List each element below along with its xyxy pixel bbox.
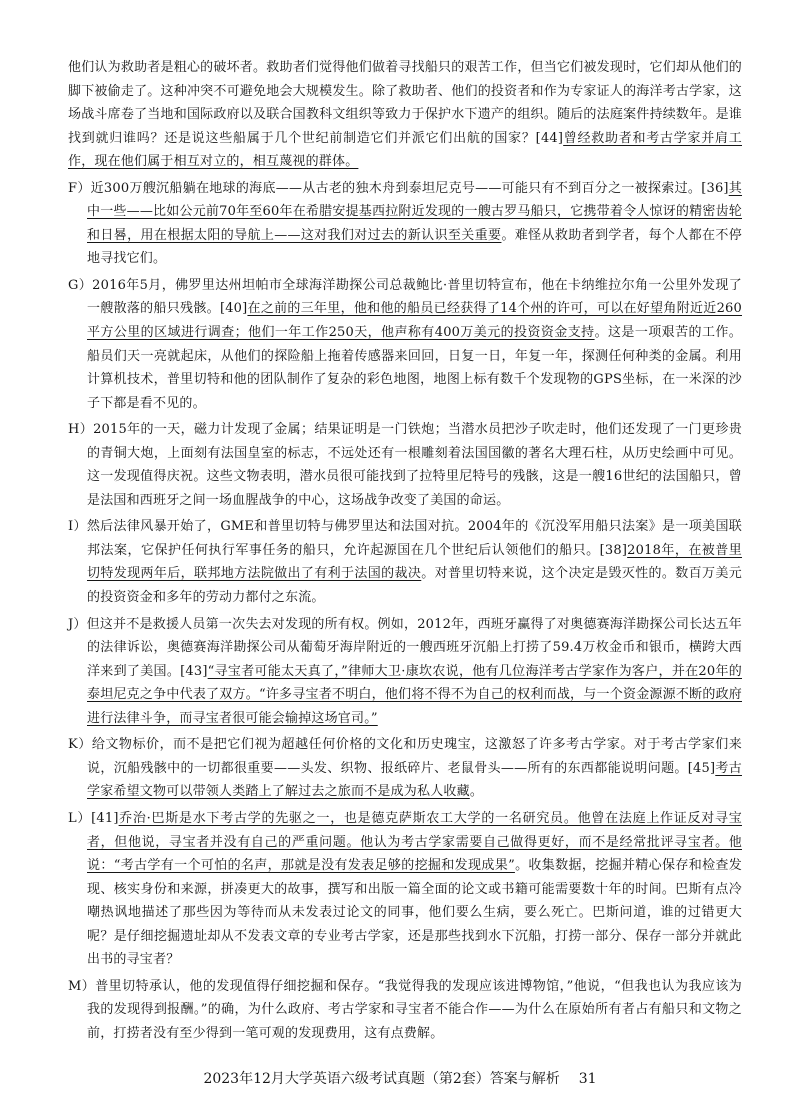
page-footer bbox=[0, 1068, 800, 1088]
paragraph-H bbox=[68, 418, 742, 512]
underlined-answer-sentence: “寻宝者可能太天真了，”律师大卫·康坎农说，他有几位海洋考古学家作为客户，并在20年的泰坦尼克之争中代表了双方。“许多寻宝者不明白，他们将不得不为自己的权利而战，与一个资金源源不断的政府进行法律斗争，而寻宝者很可能会输掉这场官司。” bbox=[87, 663, 742, 726]
paragraph-text: 。收集数据，挖掘并精心保存和检查发现、核实身份和来源，拼凑更大的故事，撰写和出版一篇全面的论文或书籍可能需要数十年的时间。巴斯有点冷嘲热讽地描述了那些因为等待而从未发表过论文的同事，他们要么生病，要么死亡。巴斯问道，谁的过错更大呢？是仔细挖掘遗址却从不发表文章的专业考古学家，还是那些找到水下沉船，打捞一部分、保存一部分并就此出书的寻宝者？ bbox=[87, 858, 742, 968]
paragraph-J bbox=[68, 613, 742, 731]
footer-title: 2023年12月大学英语六级考试真题（第2套）答案与解析 bbox=[203, 1071, 560, 1087]
paragraph-text: F）近300万艘沉船躺在地球的海底——从古老的独木舟到泰坦尼克号——可能只有不到百分之一被探索过。[36] bbox=[68, 180, 729, 196]
paragraph-F bbox=[68, 177, 742, 271]
underlined-answer-sentence: 2018年，在被普里切特发现两年后，联邦地方法院做出了有利于法国的裁决 bbox=[87, 542, 742, 582]
paragraph-text: J）但这并不是救援人员第一次失去对发现的所有权。例如，2012年，西班牙赢得了对奥德赛海洋勘探公司长达五年的法律诉讼，奥德赛海洋勘探公司从葡萄牙海岸附近的一艘西班牙沉船上打捞了59.4万枚金币和银币，横跨大西洋来到了美国。[43] bbox=[68, 616, 742, 679]
passage-body bbox=[68, 56, 742, 1045]
paragraph-text: L）[41] bbox=[68, 810, 119, 826]
underlined-answer-sentence: 曾经救助者和考古学家并肩工作，现在他们属于相互对立的，相互蔑视的群体。 bbox=[68, 130, 742, 170]
page-number: 31 bbox=[578, 1071, 597, 1087]
paragraph-text: H）2015年的一天，磁力计发现了金属；结果证明是一门铁炮；当潜水员把沙子吹走时，他们还发现了一门更珍贵的青铜大炮，上面刻有法国皇室的标志，不远处还有一根雕刻着法国国徽的著名大理石柱，从历史绘画中可见。这一发现值得庆祝。这些文物表明，潜水员很可能找到了拉特里尼特号的残骸，这是一艘16世纪的法国船只，曾是法国和西班牙之间一场血腥战争的中心，这场战争改变了美国的命运。 bbox=[68, 422, 742, 508]
paragraph-text: G）2016年5月，佛罗里达州坦帕市全球海洋勘探公司总裁鲍比·普里切特宣布，他在卡纳维拉尔角一公里外发现了一艘散落的船只残骸。[40] bbox=[68, 277, 742, 317]
paragraph-text: K）给文物标价，而不是把它们视为超越任何价格的文化和历史瑰宝，这激怒了许多考古学家。对于考古学家们来说，沉船残骸中的一切都很重要——头发、织物、报纸碎片、老鼠骨头——所有的东西都能说明问题。[45] bbox=[68, 737, 742, 776]
paragraph-text: 。对普里切特来说，这个决定是毁灭性的。数百万美元的投资资金和多年的劳动力都付之东流。 bbox=[87, 566, 742, 606]
paragraph-L bbox=[68, 807, 742, 972]
paragraph-text: I）然后法律风暴开始了，GME和普里切特与佛罗里达和法国对抗。2004年的《沉没军用船只法案》是一项美国联邦法案，它保护任何执行军事任务的船只，允许起源国在几个世纪后认领他们的船只。[38] bbox=[68, 519, 742, 558]
paragraph-K bbox=[68, 733, 742, 804]
paragraph-text: 。难怪从救助者到学者，每个人都在不停地寻找它们。 bbox=[87, 227, 742, 267]
paragraph-text: 他们认为救助者是粗心的破坏者。救助者们觉得他们做着寻找船只的艰苦工作，但当它们被发现时，它们却从他们的脚下被偷走了。这种冲突不可避免地会大规模发生。除了救助者、他们的投资者和作为专家证人的海洋考古学家，这场战斗席卷了当地和国际政府以及联合国教科文组织等致力于保护水下遗产的组织。随后的法庭案件持续数年。是谁找到就归谁吗？还是说这些船属于几个世纪前制造它们并派它们出航的国家？[44] bbox=[68, 60, 742, 146]
paragraph-text: M）普里切特承认，他的发现值得仔细挖掘和保存。“我觉得我的发现应该进博物馆，”他说，“但我也认为我应该为我的发现得到报酬。”的确，为什么政府、考古学家和寻宝者不能合作——为什么在原始所有者占有船只和文物之前，打捞者没有至少得到一笔可观的发现费用，这有点费解。 bbox=[68, 978, 742, 1041]
underlined-answer-sentence: 乔治·巴斯是水下考古学的先驱之一，也是德克萨斯农工大学的一名研究员。他曾在法庭上作证反对寻宝者，但他说，寻宝者并没有自己的严重问题。他认为考古学家需要自己做得更好，而不是经常批评寻宝者。他说：“考古学有一个可怕的名声，那就是没有发表足够的挖掘和发现成果” bbox=[87, 810, 742, 874]
underlined-answer-sentence: 在之前的三年里，他和他的船员已经获得了14个州的许可，可以在好望角附近近260平方公里的区域进行调查；他们一年工作250天，他声称有400万美元的投资资金支持 bbox=[87, 301, 742, 341]
underlined-answer-sentence: 考古学家希望文物可以带领人类踏上了解过去之旅而不是成为私人收藏 bbox=[87, 760, 742, 800]
paragraph-M bbox=[68, 975, 742, 1046]
paragraph-text: 。这是一项艰苦的工作。船员们天一亮就起床，从他们的探险船上拖着传感器来回回，日复一日，年复一年，探测任何种类的金属。利用计算机技术，普里切特和他的团队制作了复杂的彩色地图，地图上标有数千个发现物的GPS坐标，在一米深的沙子下都是看不见的。 bbox=[87, 325, 742, 411]
paragraph-G bbox=[68, 274, 742, 415]
paragraph-intro bbox=[68, 56, 742, 174]
underlined-answer-sentence: 其中一些——比如公元前70年至60年在希腊安提基西拉附近发现的一艘古罗马船只，它携带着令人惊讶的精密齿轮和日晷，用在根据太阳的导航上——这对我们对过去的新认识至关重要 bbox=[87, 180, 743, 243]
paragraph-text: 。 bbox=[469, 784, 484, 800]
paragraph-I bbox=[68, 515, 742, 609]
